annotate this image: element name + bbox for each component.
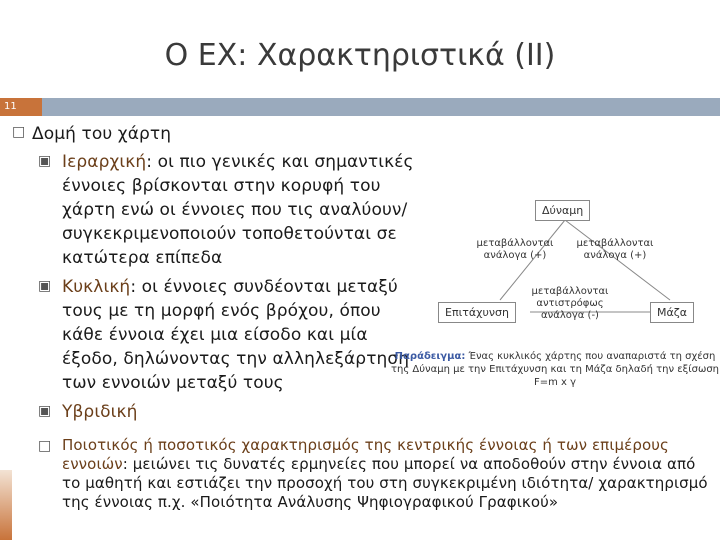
- decorative-strip: [0, 470, 12, 540]
- square-bullet-icon: ▣: [38, 278, 52, 294]
- node-force: Δύναμη: [535, 200, 590, 221]
- term: Ιεραρχική: [62, 152, 147, 172]
- link-label-left: μεταβάλλονται ανάλογα (+): [476, 238, 554, 261]
- caption-label: Παράδειγμα:: [394, 351, 466, 362]
- desc: : οι έννοιες συνδέονται μεταξύ τους με τη μορφή ενός βρόχου, όπου κάθε έννοια έχει μια είσοδο και μία έξοδο, δηλώνοντας την αλληλεξάρτηση των εννοιών μεταξύ τους: [62, 277, 410, 393]
- hierarchical-item: [62, 150, 422, 270]
- slide-number: 11: [0, 98, 42, 116]
- slide-title: Ο ΕΧ: Χαρακτηριστικά (ΙΙ): [164, 38, 556, 73]
- term: Κυκλική: [62, 277, 131, 297]
- caption-text: Ένας κυκλικός χάρτης που αναπαριστά τη σχέση της Δύναμη με την Επιτάχυνση και τη Μάζα δηλαδή την εξίσωση F=m x γ: [391, 351, 719, 388]
- term: Υβριδική: [62, 402, 138, 422]
- hollow-square-bullet-icon: □: [38, 438, 52, 454]
- node-mass: Μάζα: [650, 302, 694, 323]
- term: Ποιοτικός ή ποσοτικός χαρακτηρισμός της κεντρικής έννοιας ή των επιμέρους εννοιών: [62, 436, 669, 473]
- header-band: [42, 98, 720, 116]
- hybrid-item: [62, 400, 138, 424]
- level1-heading: Δομή του χάρτη: [32, 124, 172, 144]
- square-bullet-icon: ▣: [38, 153, 52, 169]
- desc: : μειώνει τις δυνατές ερμηνείες που μπορεί να αποδοθούν στην έννοια από το μαθητή και εστιάζει την προσοχή του στη συγκεκριμένη ιδιότητα/ χαρακτηρισμό της έννοιας π.χ. «Ποιότητα Ανάλυσης Ψηφιογραφικού Γραφικού»: [62, 455, 708, 511]
- link-label-right: μεταβάλλονται ανάλογα (+): [576, 238, 654, 261]
- diagram-caption: [390, 350, 720, 389]
- cyclic-item: [62, 275, 422, 395]
- square-bullet-icon: ▣: [38, 403, 52, 419]
- hollow-square-bullet-icon: □: [12, 124, 26, 140]
- desc: : οι πιο γενικές και σημαντικές έννοιες βρίσκονται στην κορυφή του χάρτη ενώ οι έννοιες που τις αναλύουν/συγκεκριμενοποιούν τοποθετούνται σε κατώτερα επίπεδα: [62, 152, 414, 268]
- link-label-bottom: μεταβάλλονται αντιστρόφως ανάλογα (-): [531, 286, 609, 321]
- characterization-item: [62, 436, 712, 512]
- node-acceleration: Επιτάχυνση: [438, 302, 516, 323]
